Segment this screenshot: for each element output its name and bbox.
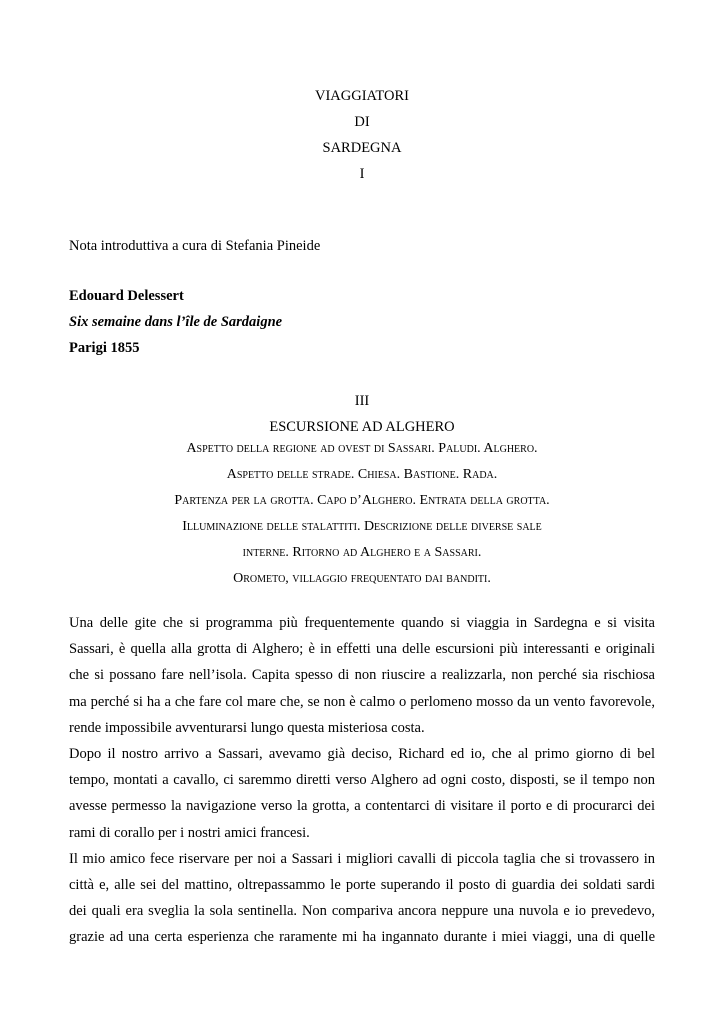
body-line: Il mio amico fece riservare per noi a Sassari i migliori cavalli di piccola taglia che si trovassero in [69,850,655,867]
body-line: che si possano fare nell’isola. Capita spesso di non riuscire a realizzarla, non perché sia rischiosa [69,667,655,684]
title-line: I [359,166,365,182]
title-line: VIAGGIATORI [315,88,409,104]
body-line: città e, alle sei del mattino, oltrepassammo le porte superando il posto di guardia dei soldati sardi [69,876,655,893]
body-line: ma perché si ha a che fare col mare che, se non è calmo o perlomeno mosso da un vento favorevole, [69,693,655,710]
chapter-title: ESCURSIONE AD ALGHERO [269,419,455,435]
body-line: tempo, montati a cavallo, ci saremmo diretti verso Alghero ad ogni costo, disposti, se il tempo non [69,772,655,789]
chapter-number: III [354,393,370,409]
title-line: DI [354,114,370,130]
summary-line: Orometo, villaggio frequentato dai banditi. [233,571,491,586]
body-line: Dopo il nostro arrivo a Sassari, avevamo già deciso, Richard ed io, che al primo giorno di bel [69,745,655,762]
author-name: Edouard Delessert [69,288,184,304]
summary-line: interne. Ritorno ad Alghero e a Sassari. [242,545,482,560]
body-line: rami di corallo per i nostri amici francesi. [69,824,310,841]
series-title [0,83,724,187]
summary-line: Partenza per la grotta. Capo d’Alghero. Entrata della grotta. [174,493,550,508]
body-line: Una delle gite che si programma più frequentemente quando si viaggia in Sardegna e si visita [69,615,655,631]
publication-place-year: Parigi 1855 [69,340,140,356]
bibliographic-reference [69,283,282,361]
body-text [69,610,655,950]
summary-line: Aspetto delle strade. Chiesa. Bastione. Rada. [226,467,498,482]
body-line: rende impossibile avventurarsi lungo questa misteriosa costa. [69,719,425,736]
body-line: grazie ad una certa esperienza che raramente mi ha ingannato durante i miei viaggi, una di quelle [69,929,655,946]
chapter-heading [0,388,724,440]
body-line: Sassari, è quella alla grotta di Alghero; è in effetti una delle escursioni più interessanti e originali [69,641,655,658]
title-line: SARDEGNA [322,140,402,156]
body-line: dei quali era sveglia la sola sentinella. Non compariva ancora neppure una nuvola e io prevedevo, [69,903,655,920]
chapter-summary [0,436,724,592]
work-title: Six semaine dans l’île de Sardaigne [69,314,283,330]
body-line: avesse permesso la navigazione verso la grotta, a contentarci di visitare il porto e di procurarci dei [69,798,655,815]
summary-line: Aspetto della regione ad ovest di Sassari. Paludi. Alghero. [186,441,538,456]
summary-line: Illuminazione delle stalattiti. Descrizione delle diverse sale [182,519,542,534]
editor-note: Nota introduttiva a cura di Stefania Pineide [69,238,321,254]
